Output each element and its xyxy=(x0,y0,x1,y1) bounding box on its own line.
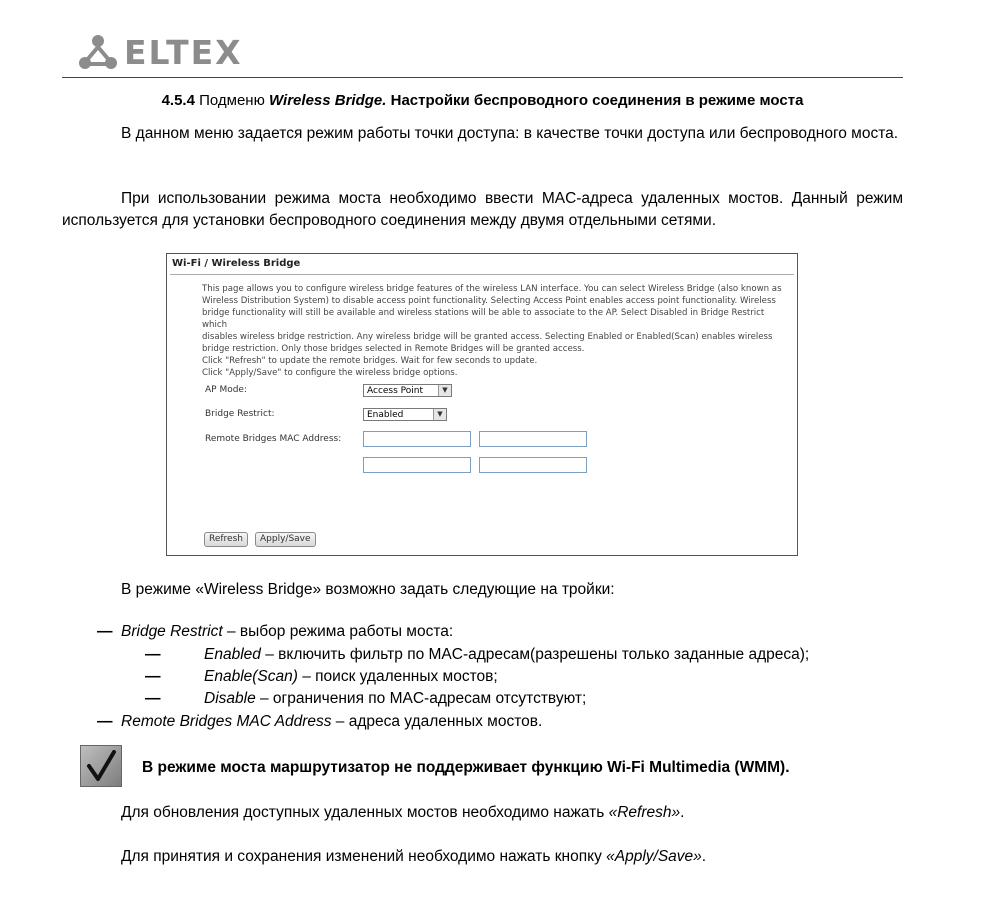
eltex-logo xyxy=(78,34,243,70)
section-title: 4.5.4 Подменю Wireless Bridge. Настройки беспроводного соединения в режиме моста xyxy=(161,92,804,109)
list-item-bridge-restrict: Bridge Restrict – выбор режима работы моста: xyxy=(121,623,454,640)
screenshot-title: Wi-Fi / Wireless Bridge xyxy=(172,258,301,269)
bridge-restrict-label: Bridge Restrict: xyxy=(205,409,275,419)
mac-address-input-3[interactable] xyxy=(363,457,471,473)
checkmark-icon xyxy=(80,745,122,787)
mac-address-input-2[interactable] xyxy=(479,431,587,447)
list-dash: — xyxy=(145,668,161,685)
header-rule xyxy=(62,77,903,78)
refresh-button[interactable]: Refresh xyxy=(204,532,248,547)
settings-intro: В режиме «Wireless Bridge» возможно задать следующие на тройки: xyxy=(121,581,615,598)
apply-save-button[interactable]: Apply/Save xyxy=(255,532,316,547)
apply-instruction: Для принятия и сохранения изменений необходимо нажать кнопку «Apply/Save». xyxy=(121,848,707,865)
refresh-instruction: Для обновления доступных удаленных мостов необходимо нажать «Refresh». xyxy=(121,804,685,821)
logo-text: ELTEX xyxy=(124,32,243,72)
list-dash: — xyxy=(97,623,113,640)
paragraph-bridge-mode: При использовании режима моста необходимо ввести MAC-адреса удаленных мостов. Данный режим используется для установки беспроводного соединения между двумя отдельными сетями. xyxy=(62,190,903,229)
list-item-remote-mac: Remote Bridges MAC Address – адреса удаленных мостов. xyxy=(121,713,543,730)
remote-mac-label: Remote Bridges MAC Address: xyxy=(205,434,342,444)
list-dash: — xyxy=(145,646,161,663)
ap-mode-select[interactable]: Access Point ▼ xyxy=(363,384,452,397)
note-text: В режиме моста маршрутизатор не поддерживает функцию Wi-Fi Multimedia (WMM). xyxy=(142,759,790,776)
screenshot-description: This page allows you to configure wireless bridge features of the wireless LAN interface. You can select Wireless Bridge (also known as Wireless Distribution System) to disable access point functionality. Selecting Access Point enables access point functionality. Wireless bridge functionality will still be available and wireless stations will be able to associate to the AP. Select Disabled in Bridge Restrict which disables wireless bridge restriction. Any wireless bridge will be granted access. Selecting Enabled or Enabled(Scan) enables wireless bridge restriction. Only those bridges selected in Remote Bridges will be granted access. Click "Refresh" to update the remote bridges. Wait for few seconds to update. Click "Apply/Save" to configure the wireless bridge options. xyxy=(202,284,782,378)
chevron-down-icon: ▼ xyxy=(433,409,446,420)
paragraph-intro: В данном меню задается режим работы точки доступа: в качестве точки доступа или беспроводного моста. xyxy=(121,125,899,142)
mac-address-input-4[interactable] xyxy=(479,457,587,473)
list-item-enable-scan: Enable(Scan) – поиск удаленных мостов; xyxy=(204,668,498,685)
list-dash: — xyxy=(97,713,113,730)
mac-address-input-1[interactable] xyxy=(363,431,471,447)
eltex-logo-icon xyxy=(78,34,118,70)
router-screenshot xyxy=(166,253,798,556)
bridge-restrict-select[interactable]: Enabled ▼ xyxy=(363,408,447,421)
ap-mode-label: AP Mode: xyxy=(205,385,247,395)
list-dash: — xyxy=(145,690,161,707)
chevron-down-icon: ▼ xyxy=(438,385,451,396)
list-item-enabled: Enabled – включить фильтр по MAC-адресам(разрешены только заданные адреса); xyxy=(204,646,810,663)
screenshot-divider xyxy=(170,274,794,275)
list-item-disable: Disable – ограничения по MAC-адресам отсутствуют; xyxy=(204,690,587,707)
